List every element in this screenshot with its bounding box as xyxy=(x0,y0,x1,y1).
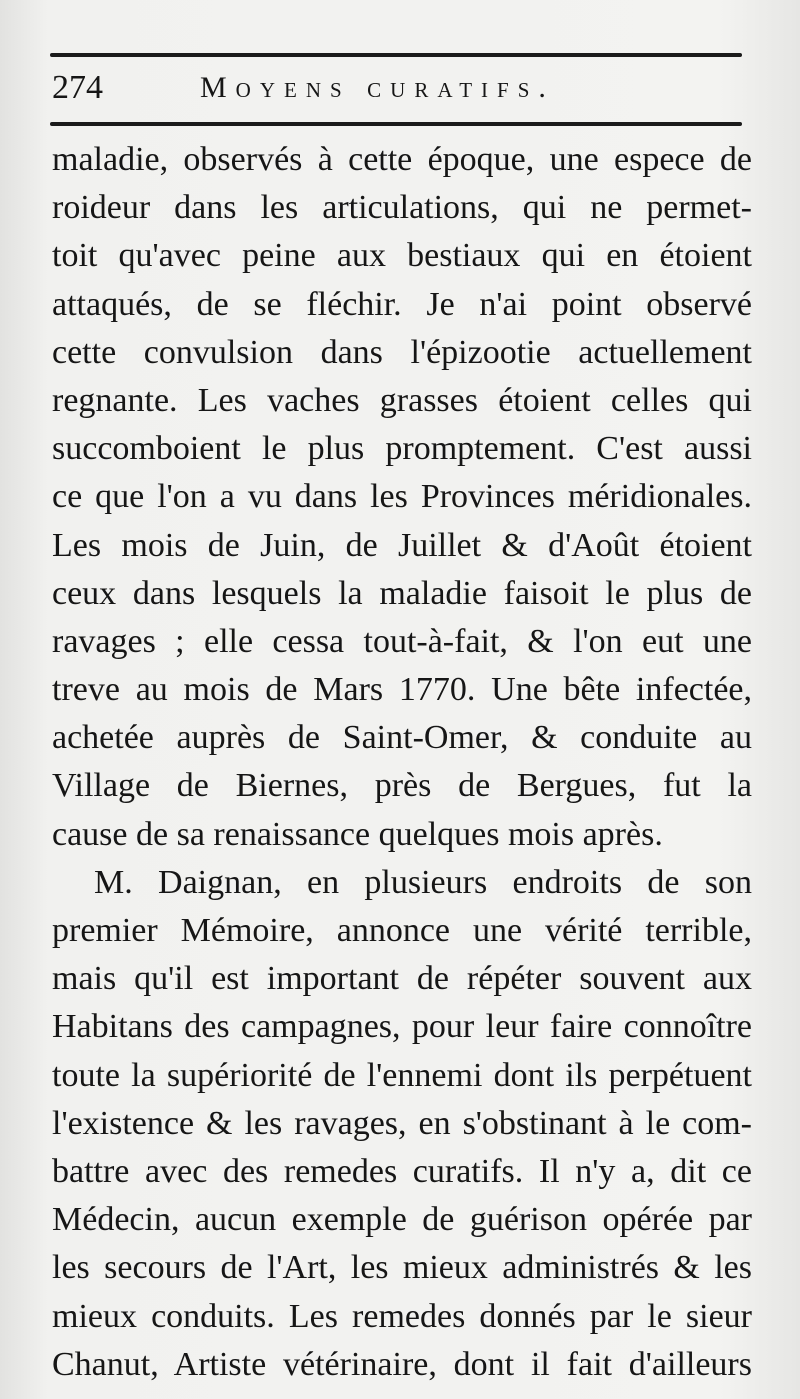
text-line: attaqués, de se fléchir. Je n'ai point observé xyxy=(52,285,752,323)
text-line: Les mois de Juin, de Juillet & d'Août étoient xyxy=(52,526,752,564)
paragraph-start-line: M. Daignan, en plusieurs endroits de son xyxy=(94,863,752,901)
text-line: roideur dans les articulations, qui ne permet- xyxy=(52,189,752,227)
text-line: mais qu'il est important de répéter souvent aux xyxy=(52,960,752,998)
paragraph-end-line: cause de sa renaissance quelques mois après. xyxy=(52,815,663,853)
header-rule xyxy=(50,122,742,126)
text-line: maladie, observés à cette époque, une espece de xyxy=(52,141,752,178)
text-line: Chanut, Artiste vétérinaire, dont il fait d'ailleurs xyxy=(52,1345,752,1383)
text-line: cette convulsion dans l'épizootie actuellement xyxy=(52,333,752,371)
text-line: premier Mémoire, annonce une vérité terrible, xyxy=(52,912,752,949)
text-line: mieux conduits. Les remedes donnés par le sieur xyxy=(52,1297,752,1335)
text-line: les secours de l'Art, les mieux administrés & les xyxy=(52,1249,752,1287)
page-number: 274 xyxy=(52,69,103,106)
text-line: toute la supériorité de l'ennemi dont ils perpétuent xyxy=(52,1056,752,1094)
text-line: treve au mois de Mars 1770. Une bête infectée, xyxy=(52,671,752,709)
text-line: l'existence & les ravages, en s'obstinant à le com- xyxy=(52,1104,752,1142)
text-line: battre avec des remedes curatifs. Il n'y a, dit ce xyxy=(52,1152,752,1190)
text-line: Village de Biernes, près de Bergues, fut la xyxy=(52,767,752,805)
text-line: regnante. Les vaches grasses étoient celles qui xyxy=(52,381,752,419)
text-line: achetée auprès de Saint-Omer, & conduite au xyxy=(52,719,752,757)
text-line: Médecin, aucun exemple de guérison opérée par xyxy=(52,1201,752,1239)
text-line: ravages ; elle cessa tout-à-fait, & l'on eut une xyxy=(52,622,752,660)
text-line: toit qu'avec peine aux bestiaux qui en étoient xyxy=(52,237,752,275)
running-title: Moyens curatifs. xyxy=(200,71,555,104)
text-line: ce que l'on a vu dans les Provinces méridionales. xyxy=(52,478,752,516)
body-text xyxy=(52,136,752,1389)
top-rule xyxy=(50,53,742,57)
text-line: ceux dans lesquels la maladie faisoit le plus de xyxy=(52,574,752,612)
text-line: succomboient le plus promptement. C'est aussi xyxy=(52,430,752,468)
text-line: Habitans des campagnes, pour leur faire connoître xyxy=(52,1008,752,1046)
